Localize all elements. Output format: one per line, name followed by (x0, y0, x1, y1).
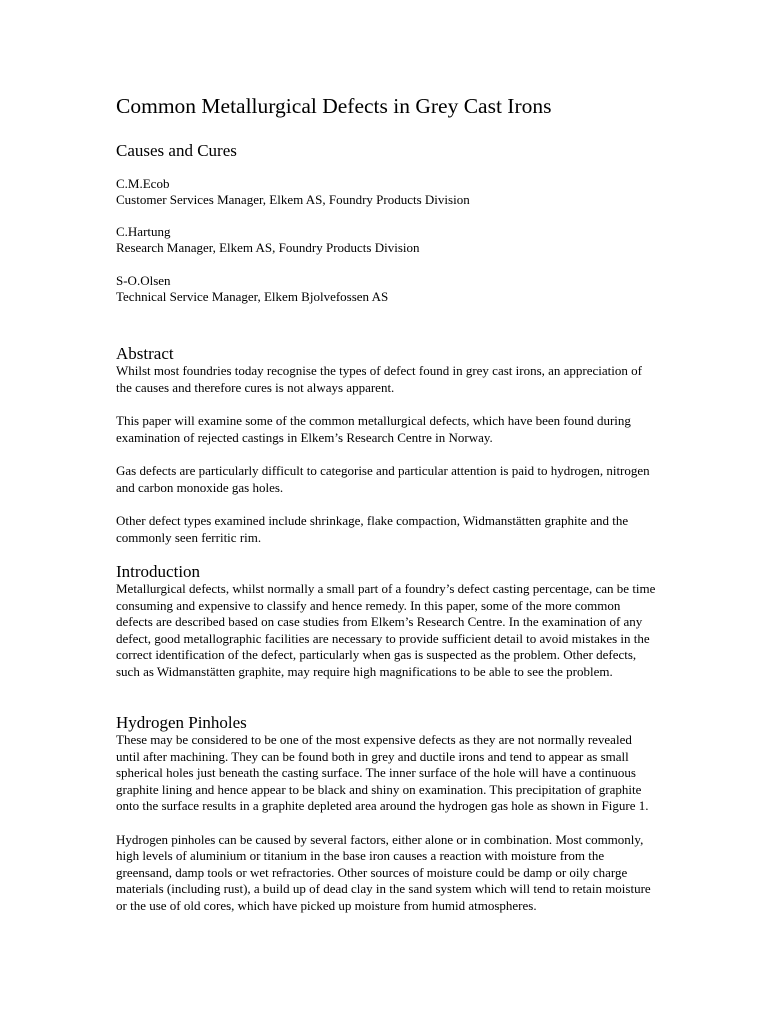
abstract-paragraph: Other defect types examined include shrinkage, flake compaction, Widmanstätten graphite and the commonly seen ferritic rim. (116, 513, 629, 545)
author-affiliation: Technical Service Manager, Elkem Bjolvefossen AS (116, 289, 389, 304)
abstract-paragraph: Whilst most foundries today recognise the types of defect found in grey cast irons, an appreciation of the causes and therefore cures is not always apparent. (116, 363, 642, 395)
author-name: S-O.Olsen (116, 273, 171, 288)
abstract-paragraph: Gas defects are particularly difficult to categorise and particular attention is paid to hydrogen, nitrogen and carbon monoxide gas holes. (116, 463, 650, 495)
author-block (116, 273, 388, 305)
hydrogen-paragraph: These may be considered to be one of the most expensive defects as they are not normally revealed until after machining. They can be found both in grey and ductile irons and tend to appear as small spherical holes just beneath the casting surface. The inner surface of the hole will have a continuous graphite lining and hence appear to be black and shiny on examination. This precipitation of graphite onto the surface results in a graphite depleted area around the hydrogen gas hole as shown in Figure 1. (116, 732, 649, 813)
author-block (116, 224, 420, 256)
page-title: Common Metallurgical Defects in Grey Cast Irons (116, 94, 552, 118)
author-affiliation: Customer Services Manager, Elkem AS, Foundry Products Division (116, 192, 470, 207)
page-subtitle: Causes and Cures (116, 141, 237, 160)
abstract-heading: Abstract (116, 344, 174, 363)
hydrogen-paragraph: Hydrogen pinholes can be caused by several factors, either alone or in combination. Most commonly, high levels of aluminium or titanium in the base iron causes a reaction with moisture from the greensand, damp tools or wet refractories. Other sources of moisture could be damp or oily charge materials (including rust), a build up of dead clay in the sand system which will tend to retain moisture or the use of old cores, which have picked up moisture from humid atmospheres. (116, 831, 651, 913)
introduction-paragraph: Metallurgical defects, whilst normally a small part of a foundry’s defect casting percentage, can be time consuming and expensive to classify and hence remedy. In this paper, some of the more common defects are described based on case studies from Elkem’s Research Centre. In the examination of any defect, good metallographic facilities are necessary to provide sufficient detail to avoid mistakes in the correct identification of the defect, particularly when gas is suspected as the problem. Other defects, such as Widmanstätten graphite, may require high magnifications to be able to see the problem. (116, 581, 656, 679)
abstract-section (116, 344, 656, 563)
author-affiliation: Research Manager, Elkem AS, Foundry Products Division (116, 240, 420, 255)
hydrogen-pinholes-section (116, 713, 656, 931)
abstract-paragraph: This paper will examine some of the common metallurgical defects, which have been found during examination of rejected castings in Elkem’s Research Centre in Norway. (116, 413, 631, 445)
author-name: C.M.Ecob (116, 176, 170, 191)
author-block (116, 176, 470, 208)
author-name: C.Hartung (116, 224, 171, 239)
hydrogen-pinholes-heading: Hydrogen Pinholes (116, 713, 247, 732)
introduction-section (116, 562, 656, 697)
introduction-heading: Introduction (116, 562, 201, 581)
